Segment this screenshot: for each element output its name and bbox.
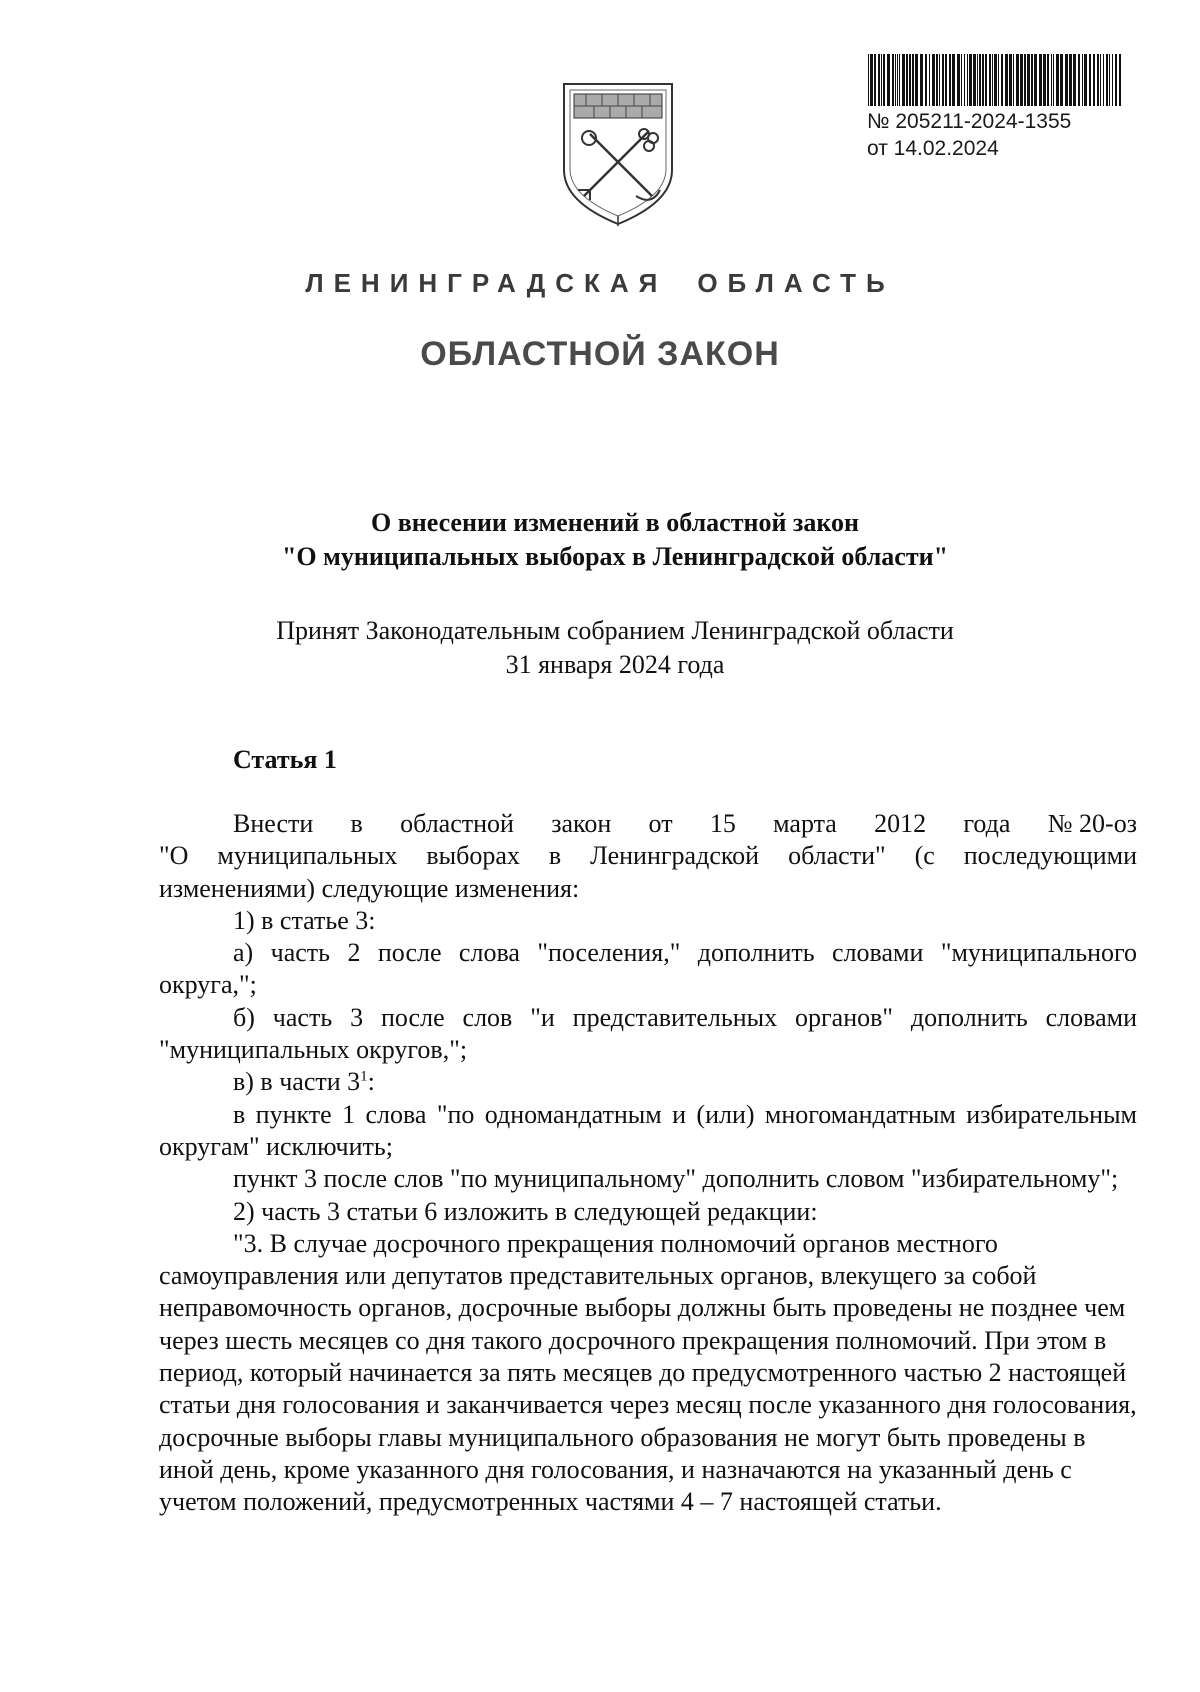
intro-word: в bbox=[350, 809, 363, 838]
paragraph-new-part-3: "3. В случае досрочного прекращения полномочий органов местного самоуправления или депутатов представительных органов, влекущего за собой неправомочность органов, досрочные выборы должны быть проведены не позднее чем через шесть месяцев со дня такого досрочного прекращения полномочий. При этом в период, который начинается за пять месяцев до предусмотренного частью 2 настоящей статьи дня голосования и заканчивается через месяц после указанного дня голосования, досрочные выборы главы муниципального образования не могут быть проведены в иной день, кроме указанного дня голосования, и назначаются на указанный день с учетом положений, предусмотренных частями 4 – 7 настоящей статьи. bbox=[159, 1228, 1137, 1517]
registration-number: № 205211-2024-1355 bbox=[867, 110, 1072, 133]
paragraph-item-v bbox=[159, 1066, 1137, 1098]
paragraph-item-1: 1) в статье 3: bbox=[233, 905, 376, 935]
item-v-superscript: 1 bbox=[360, 1068, 368, 1085]
paragraph-item-b: б) часть 3 после слов "и представительных органов" дополнить словами "муниципальных округов,"; bbox=[159, 1002, 1137, 1065]
paragraph-intro-rest: "О муниципальных выборах в Ленинградской области" (с последующими изменениями) следующие изменения: bbox=[159, 841, 1137, 903]
law-title-line-1: О внесении изменений в областной закон bbox=[370, 508, 860, 537]
intro-word: областной bbox=[400, 809, 514, 838]
law-title bbox=[0, 506, 1200, 574]
intro-word: 2012 bbox=[874, 809, 927, 838]
paragraph-item-a: а) часть 2 после слова "поселения," дополнить словами "муниципального округа,"; bbox=[159, 938, 1137, 1000]
barcode bbox=[866, 54, 1126, 106]
intro-first-line bbox=[159, 808, 1137, 840]
intro-word: Внести bbox=[233, 809, 314, 838]
law-title-line-2: "О муниципальных выборах в Ленинградской области" bbox=[281, 542, 949, 571]
registration-block bbox=[867, 108, 1071, 162]
paragraph-point-3: пункт 3 после слов "по муниципальному" дополнить словом "избирательному"; bbox=[233, 1164, 1119, 1194]
intro-word: года bbox=[963, 809, 1011, 838]
article-body bbox=[159, 808, 1137, 1519]
paragraph-item-2: 2) часть 3 статьи 6 изложить в следующей редакции: bbox=[233, 1196, 818, 1226]
region-word-2: ОБЛАСТЬ bbox=[697, 268, 895, 298]
paragraph-point-1: в пункте 1 слова "по одномандатным и (или) многомандатным избирательным округам" исключить; bbox=[159, 1099, 1137, 1161]
article-heading: Статья 1 bbox=[233, 745, 337, 774]
registration-date: от 14.02.2024 bbox=[867, 137, 999, 160]
intro-word: № 20-оз bbox=[1047, 809, 1137, 838]
region-word-1: ЛЕНИНГРАДСКАЯ bbox=[305, 268, 668, 298]
adoption-date: 31 января 2024 года bbox=[505, 650, 725, 679]
region-name bbox=[0, 268, 1200, 299]
intro-word: от bbox=[648, 809, 673, 838]
coat-of-arms-emblem bbox=[556, 78, 680, 228]
adoption-info bbox=[0, 614, 1200, 682]
item-v-text: в) в части 3 bbox=[233, 1067, 361, 1097]
item-v-tail: : bbox=[367, 1067, 375, 1097]
intro-word: закон bbox=[551, 809, 612, 838]
intro-word: марта bbox=[773, 809, 837, 838]
document-type: ОБЛАСТНОЙ ЗАКОН bbox=[420, 335, 780, 373]
adoption-line-1: Принят Законодательным собранием Ленинградской области bbox=[276, 616, 954, 645]
intro-word: 15 bbox=[709, 809, 736, 838]
